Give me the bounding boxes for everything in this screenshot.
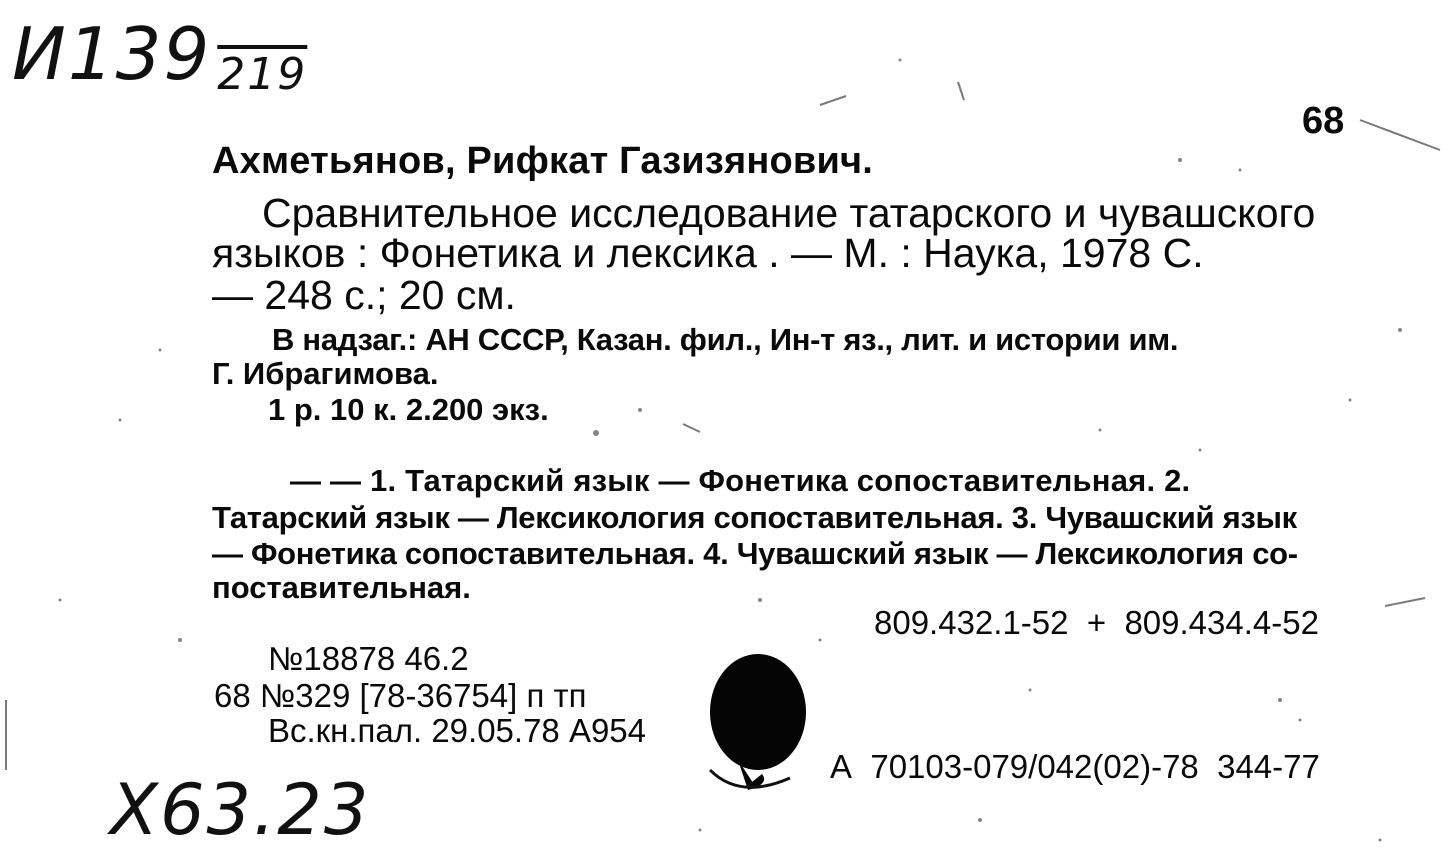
handwritten-classmark: Х63.23: [110, 769, 371, 851]
subjects-line-3: — Фонетика сопоставительная. 4. Чувашский язык — Лексикология со-: [212, 536, 1298, 571]
title-line-1: Сравнительное исследование татарского и чувашского: [262, 190, 1316, 236]
card-number: 68: [1302, 100, 1345, 142]
title-line-2: языков : Фонетика и лексика . — М. : Наука, 1978 С.: [212, 230, 1204, 276]
record-line-3: Вс.кн.пал. 29.05.78 А954: [268, 712, 647, 749]
subjects-line-4: поставительная.: [212, 570, 471, 605]
record-line-2: 68 №329 [78-36754] п тп: [214, 677, 587, 714]
subjects-line-1: — — 1. Татарский язык — Фонетика сопоставительная. 2.: [290, 463, 1191, 498]
title-line-3: — 248 с.; 20 см.: [212, 272, 516, 318]
call-number-main: И139: [12, 12, 212, 96]
punch-hole-icon: [700, 650, 820, 810]
handwritten-call-number: [12, 14, 307, 115]
bottom-code: А 70103-079/042(02)-78 344-77: [830, 748, 1320, 785]
record-line-1: №18878 46.2: [268, 640, 469, 677]
classification-code: 809.432.1-52 + 809.434.4-52: [874, 604, 1319, 641]
subjects-line-2: Татарский язык — Лексикология сопоставительная. 3. Чувашский язык: [212, 500, 1297, 535]
note-line-2: Г. Ибрагимова.: [212, 356, 439, 391]
price-line: 1 р. 10 к. 2.200 экз.: [268, 392, 549, 427]
call-number-sub: 219: [217, 49, 308, 100]
note-line-1: В надзаг.: АН СССР, Казан. фил., Ин-т яз., лит. и истории им.: [272, 322, 1179, 357]
author-heading: Ахметьянов, Рифкат Газизянович.: [212, 140, 874, 182]
